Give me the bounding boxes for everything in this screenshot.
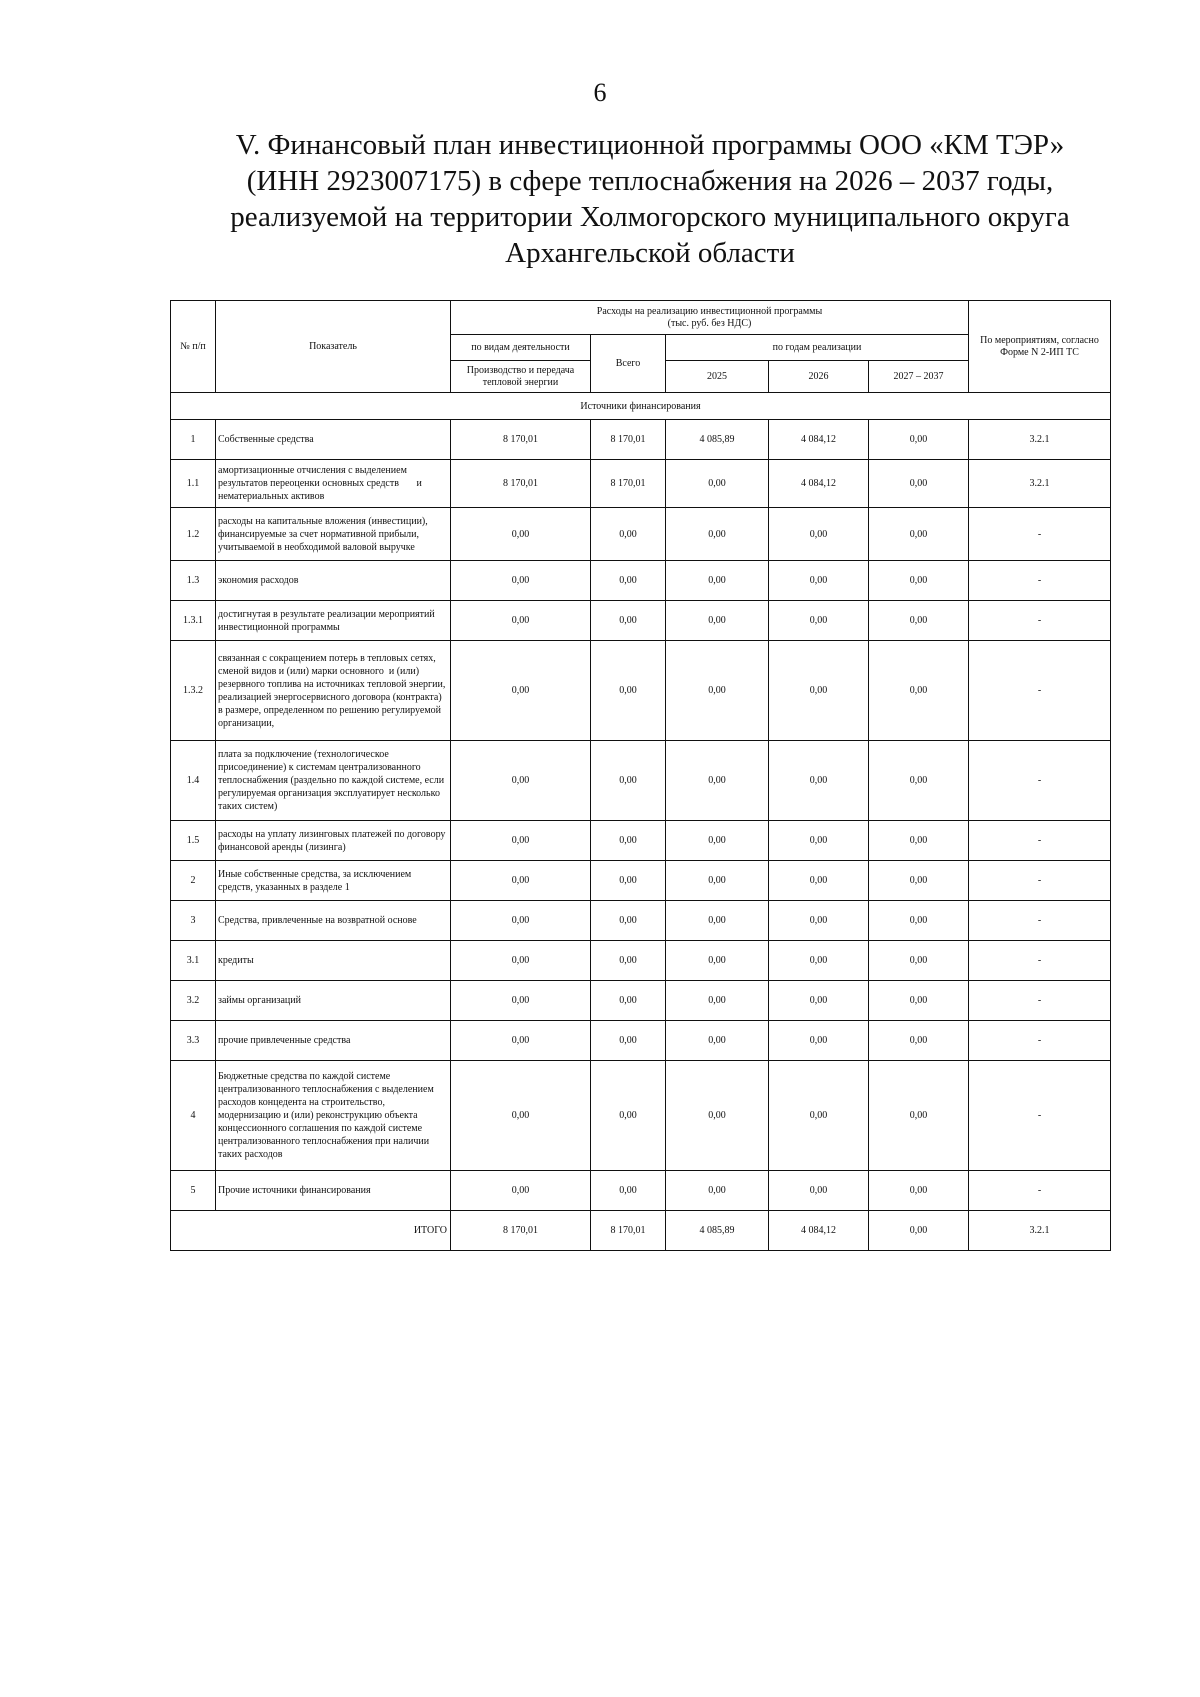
cell-2027-2037: 0,00	[869, 861, 969, 901]
cell-activity: 0,00	[451, 741, 591, 821]
cell-num: 3	[171, 901, 216, 941]
cell-num: 1.4	[171, 741, 216, 821]
cell-indicator: экономия расходов	[216, 561, 451, 601]
cell-2026: 0,00	[769, 741, 869, 821]
cell-indicator: расходы на капитальные вложения (инвестиции), финансируемые за счет нормативной прибыли, учитываемой в необходимой валовой выручке	[216, 508, 451, 561]
header-num: № п/п	[171, 301, 216, 393]
cell-2026: 0,00	[769, 981, 869, 1021]
cell-activity: 0,00	[451, 1061, 591, 1171]
cell-activity: 0,00	[451, 601, 591, 641]
cell-2027-2037: 0,00	[869, 981, 969, 1021]
cell-activity: 8 170,01	[451, 420, 591, 460]
header-measures: По мероприятиям, согласно Форме N 2-ИП ТС	[969, 301, 1111, 393]
cell-form: -	[969, 941, 1111, 981]
cell-indicator: плата за подключение (технологическое присоединение) к системам централизованного теплоснабжения (раздельно по каждой системе, если регулируемая организация эксплуатирует несколько таких систем)	[216, 741, 451, 821]
table-row	[171, 508, 1111, 561]
cell-form: -	[969, 1061, 1111, 1171]
cell-indicator: Средства, привлеченные на возвратной основе	[216, 901, 451, 941]
cell-2026: 0,00	[769, 1021, 869, 1061]
cell-2027-2037: 0,00	[869, 508, 969, 561]
header-by-activity: по видам деятельности	[451, 335, 591, 361]
header-total: Всего	[591, 335, 666, 393]
cell-activity: 0,00	[451, 981, 591, 1021]
cell-total: 0,00	[591, 821, 666, 861]
cell-total: 0,00	[591, 901, 666, 941]
cell-total: 0,00	[591, 641, 666, 741]
cell-2027-2037: 0,00	[869, 460, 969, 508]
cell-form: -	[969, 861, 1111, 901]
cell-2027-2037: 0,00	[869, 420, 969, 460]
total-2026: 4 084,12	[769, 1211, 869, 1251]
cell-2025: 4 085,89	[666, 420, 769, 460]
financing-table	[170, 300, 1111, 1251]
cell-2025: 0,00	[666, 741, 769, 821]
cell-2026: 0,00	[769, 641, 869, 741]
cell-num: 2	[171, 861, 216, 901]
cell-2025: 0,00	[666, 861, 769, 901]
header-expenses-line1: Расходы на реализацию инвестиционной программы	[596, 305, 823, 317]
section-title: Источники финансирования	[171, 393, 1111, 420]
cell-2025: 0,00	[666, 561, 769, 601]
cell-indicator: расходы на уплату лизинговых платежей по договору финансовой аренды (лизинга)	[216, 821, 451, 861]
cell-total: 8 170,01	[591, 420, 666, 460]
header-activity: Производство и передача тепловой энергии	[451, 361, 591, 393]
cell-2026: 0,00	[769, 1061, 869, 1171]
title-line: V. Финансовый план инвестиционной программы ООО «КМ ТЭР»	[235, 129, 1065, 161]
header-year-2025: 2025	[666, 361, 769, 393]
cell-2025: 0,00	[666, 981, 769, 1021]
cell-2027-2037: 0,00	[869, 1171, 969, 1211]
cell-2027-2037: 0,00	[869, 561, 969, 601]
cell-form: -	[969, 561, 1111, 601]
header-year-2026: 2026	[769, 361, 869, 393]
cell-indicator: амортизационные отчисления с выделением результатов переоценки основных средств и нематериальных активов	[216, 460, 451, 508]
cell-indicator: Иные собственные средства, за исключением средств, указанных в разделе 1	[216, 861, 451, 901]
total-form: 3.2.1	[969, 1211, 1111, 1251]
table-row	[171, 601, 1111, 641]
cell-num: 3.1	[171, 941, 216, 981]
cell-form: -	[969, 821, 1111, 861]
cell-form: -	[969, 641, 1111, 741]
cell-2026: 0,00	[769, 601, 869, 641]
cell-2025: 0,00	[666, 601, 769, 641]
cell-num: 1.5	[171, 821, 216, 861]
cell-total: 0,00	[591, 508, 666, 561]
cell-2027-2037: 0,00	[869, 901, 969, 941]
table-row	[171, 981, 1111, 1021]
cell-2026: 0,00	[769, 821, 869, 861]
cell-2027-2037: 0,00	[869, 601, 969, 641]
cell-2026: 0,00	[769, 861, 869, 901]
cell-activity: 0,00	[451, 508, 591, 561]
cell-activity: 0,00	[451, 1171, 591, 1211]
cell-2025: 0,00	[666, 821, 769, 861]
cell-total: 8 170,01	[591, 460, 666, 508]
cell-2026: 0,00	[769, 561, 869, 601]
header-expenses-line2: (тыс. руб. без НДС)	[667, 317, 752, 329]
title-line: реализуемой на территории Холмогорского муниципального округа	[230, 201, 1070, 233]
cell-num: 3.2	[171, 981, 216, 1021]
cell-2025: 0,00	[666, 460, 769, 508]
cell-indicator: достигнутая в результате реализации мероприятий инвестиционной программы	[216, 601, 451, 641]
table-row	[171, 1061, 1111, 1171]
cell-2027-2037: 0,00	[869, 941, 969, 981]
table-row	[171, 941, 1111, 981]
table-row	[171, 1171, 1111, 1211]
cell-2025: 0,00	[666, 1061, 769, 1171]
table-row	[171, 901, 1111, 941]
header-expenses	[451, 301, 969, 335]
cell-activity: 0,00	[451, 861, 591, 901]
cell-2025: 0,00	[666, 1021, 769, 1061]
cell-activity: 0,00	[451, 941, 591, 981]
cell-activity: 0,00	[451, 821, 591, 861]
cell-total: 0,00	[591, 861, 666, 901]
cell-activity: 8 170,01	[451, 460, 591, 508]
cell-2026: 0,00	[769, 508, 869, 561]
cell-total: 0,00	[591, 941, 666, 981]
cell-2027-2037: 0,00	[869, 641, 969, 741]
header-year-2027-2037: 2027 – 2037	[869, 361, 969, 393]
cell-2027-2037: 0,00	[869, 1061, 969, 1171]
table-row	[171, 561, 1111, 601]
cell-2026: 0,00	[769, 901, 869, 941]
cell-2026: 0,00	[769, 1171, 869, 1211]
total-activity: 8 170,01	[451, 1211, 591, 1251]
cell-num: 1.3.2	[171, 641, 216, 741]
table-row	[171, 460, 1111, 508]
cell-2027-2037: 0,00	[869, 741, 969, 821]
cell-indicator: прочие привлеченные средства	[216, 1021, 451, 1061]
cell-num: 1.3	[171, 561, 216, 601]
cell-num: 1	[171, 420, 216, 460]
cell-total: 0,00	[591, 601, 666, 641]
header-indicator: Показатель	[216, 301, 451, 393]
cell-indicator: займы организаций	[216, 981, 451, 1021]
cell-total: 0,00	[591, 1171, 666, 1211]
table-row	[171, 420, 1111, 460]
cell-form: -	[969, 1021, 1111, 1061]
cell-total: 0,00	[591, 981, 666, 1021]
title-line: (ИНН 2923007175) в сфере теплоснабжения на 2026 – 2037 годы,	[246, 165, 1054, 197]
cell-num: 4	[171, 1061, 216, 1171]
cell-indicator: связанная с сокращением потерь в тепловых сетях, сменой видов и (или) марки основного и (или) резервного топлива на источниках тепловой энергии, реализацией энергосервисного договора (контракта) в размере, определенном по решению регулируемой организации,	[216, 641, 451, 741]
total-label: ИТОГО	[171, 1211, 451, 1251]
cell-form: -	[969, 508, 1111, 561]
cell-2025: 0,00	[666, 1171, 769, 1211]
cell-2026: 0,00	[769, 941, 869, 981]
cell-indicator: Собственные средства	[216, 420, 451, 460]
table-row	[171, 741, 1111, 821]
cell-num: 1.3.1	[171, 601, 216, 641]
cell-2025: 0,00	[666, 941, 769, 981]
cell-2026: 4 084,12	[769, 420, 869, 460]
table-row	[171, 1021, 1111, 1061]
cell-2025: 0,00	[666, 901, 769, 941]
cell-activity: 0,00	[451, 901, 591, 941]
table-row	[171, 641, 1111, 741]
cell-form: -	[969, 601, 1111, 641]
cell-activity: 0,00	[451, 641, 591, 741]
cell-total: 0,00	[591, 741, 666, 821]
cell-2027-2037: 0,00	[869, 821, 969, 861]
table-row	[171, 821, 1111, 861]
cell-indicator: Бюджетные средства по каждой системе централизованного теплоснабжения с выделением расходов концедента на строительство, модернизацию и (или) реконструкцию объекта концессионного соглашения по каждой системе централизованного теплоснабжения при наличии таких расходов	[216, 1061, 451, 1171]
cell-indicator: кредиты	[216, 941, 451, 981]
cell-total: 0,00	[591, 1061, 666, 1171]
page-number: 6	[593, 78, 607, 107]
total-2025: 4 085,89	[666, 1211, 769, 1251]
cell-2026: 4 084,12	[769, 460, 869, 508]
cell-indicator: Прочие источники финансирования	[216, 1171, 451, 1211]
cell-2025: 0,00	[666, 641, 769, 741]
title-line: Архангельской области	[505, 237, 795, 269]
cell-2027-2037: 0,00	[869, 1021, 969, 1061]
cell-form: 3.2.1	[969, 420, 1111, 460]
cell-activity: 0,00	[451, 561, 591, 601]
cell-num: 1.1	[171, 460, 216, 508]
header-by-years: по годам реализации	[666, 335, 969, 361]
cell-total: 0,00	[591, 1021, 666, 1061]
cell-activity: 0,00	[451, 1021, 591, 1061]
document-title	[180, 127, 1120, 271]
cell-form: -	[969, 741, 1111, 821]
cell-form: -	[969, 901, 1111, 941]
cell-form: -	[969, 1171, 1111, 1211]
cell-form: 3.2.1	[969, 460, 1111, 508]
cell-form: -	[969, 981, 1111, 1021]
cell-num: 3.3	[171, 1021, 216, 1061]
total-total: 8 170,01	[591, 1211, 666, 1251]
cell-num: 5	[171, 1171, 216, 1211]
table-row	[171, 861, 1111, 901]
cell-2025: 0,00	[666, 508, 769, 561]
cell-num: 1.2	[171, 508, 216, 561]
total-2027-2037: 0,00	[869, 1211, 969, 1251]
cell-total: 0,00	[591, 561, 666, 601]
